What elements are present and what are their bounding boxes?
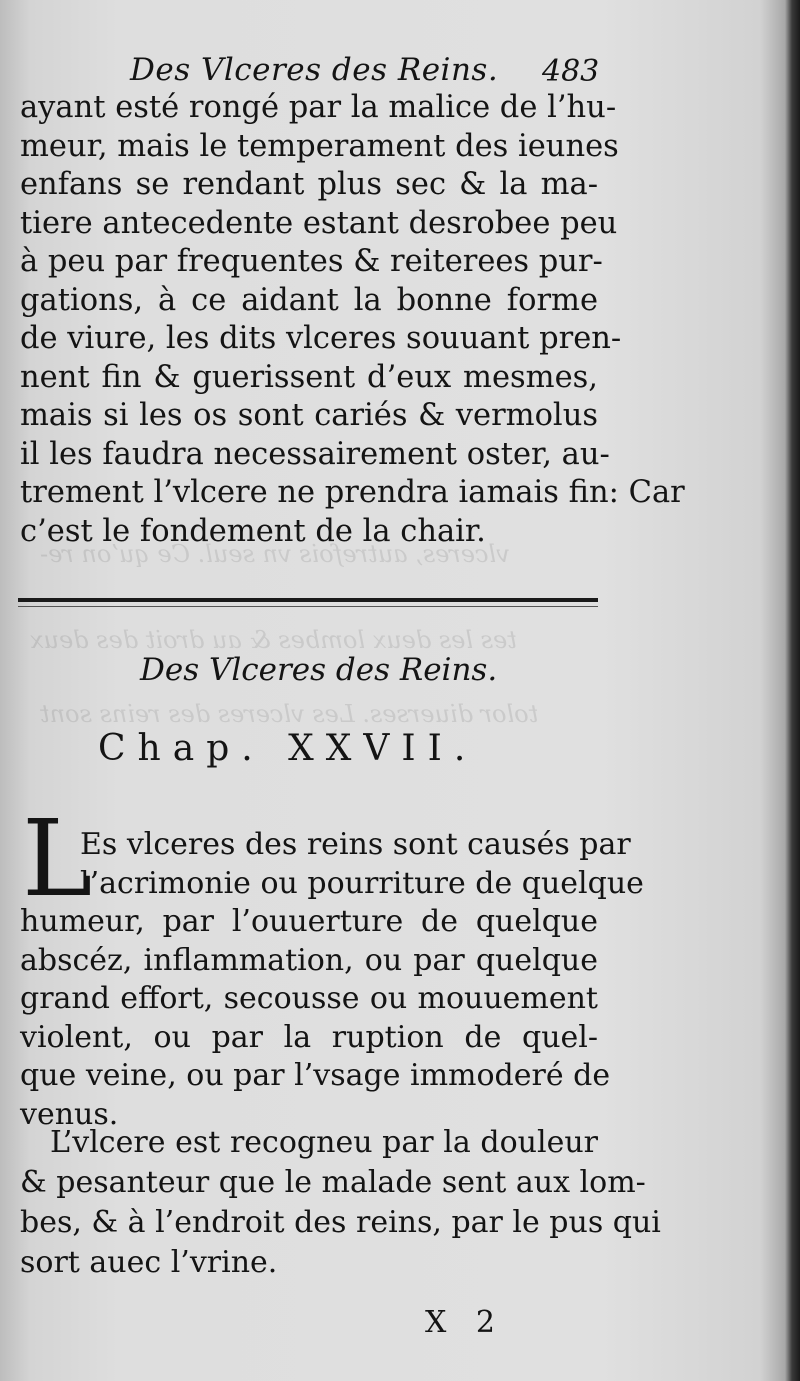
- text-line: enfans se rendant plus sec & la ma-: [20, 167, 598, 202]
- text-line: gations, à ce aidant la bonne forme: [20, 282, 598, 318]
- text-line: bes, & à l’endroit des reins, par le pus qui: [20, 1205, 661, 1240]
- text-line: l’acrimonie ou pourriture de quelque: [80, 865, 644, 901]
- signature-mark: X 2: [425, 1305, 505, 1340]
- paragraph-2: [20, 1123, 661, 1283]
- text-line: venus.: [20, 1096, 119, 1132]
- text-line: sort auec l’vrine.: [20, 1245, 278, 1280]
- page-number: 483: [542, 54, 600, 89]
- text-line: abscéz, inflammation, ou par quelque: [20, 942, 598, 978]
- chapter-number: Chap. XXVII.: [98, 728, 478, 769]
- text-line: nent fin & guerissent d’eux mesmes,: [20, 359, 598, 395]
- paragraph-1-opening: [80, 826, 644, 903]
- text-line: grand effort, secousse ou mouuement: [20, 981, 598, 1016]
- text-line: L’vlcere est recogneu par la douleur: [50, 1125, 598, 1160]
- text-line: Es vlceres des reins sont causés par: [80, 827, 631, 862]
- show-through-text: vlceres, autrefois vn seul. Ce qu’on re-: [40, 540, 510, 568]
- text-line: violent, ou par la ruption de quel-: [20, 1019, 598, 1055]
- text-line: tiere antecedente estant desrobee peu: [20, 205, 618, 241]
- text-line: ayant esté rongé par la malice de l’hu-: [20, 90, 617, 125]
- text-line: mais si les os sont cariés & vermolus: [20, 398, 598, 433]
- show-through-text: tes les deux lombes & au droit des deux: [30, 626, 517, 654]
- paragraph-1-body: [20, 903, 611, 1134]
- text-line: il les faudra necessairement oster, au-: [20, 436, 610, 472]
- show-through-text: tolor diuerses. Les vlceres des reins sont: [40, 700, 539, 728]
- text-line: trement l’vlcere ne prendra iamais fin: Car: [20, 475, 685, 510]
- top-paragraph: [20, 89, 685, 551]
- text-line: à peu par frequentes & reiterees pur-: [20, 244, 603, 279]
- running-head-title: Des Vlceres des Reins.: [130, 52, 499, 88]
- section-divider: [18, 598, 598, 602]
- section-divider-thin: [18, 606, 598, 607]
- chapter-title: Des Vlceres des Reins.: [140, 652, 498, 688]
- text-line: de viure, les dits vlceres souuant pren-: [20, 321, 622, 356]
- text-line: que veine, ou par l’vsage immoderé de: [20, 1058, 611, 1093]
- text-line: humeur, par l’ouuerture de quelque: [20, 904, 598, 939]
- text-line: meur, mais le temperament des ieunes: [20, 128, 619, 164]
- text-line: c’est le fondement de la chair.: [20, 513, 486, 549]
- drop-cap: L: [22, 797, 93, 920]
- text-line: & pesanteur que le malade sent aux lom-: [20, 1165, 646, 1200]
